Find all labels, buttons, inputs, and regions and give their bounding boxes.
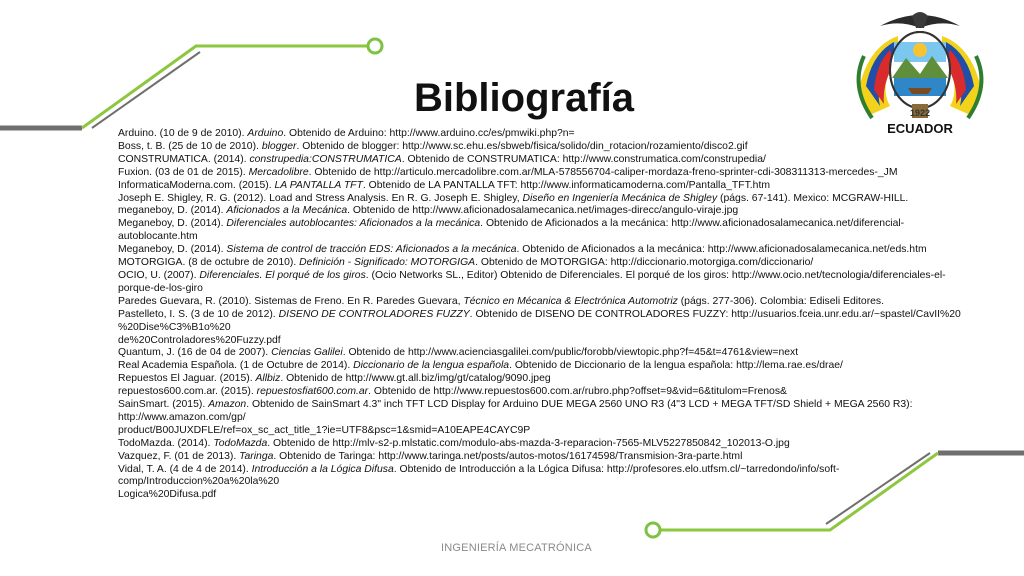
entry-title: Amazon xyxy=(208,399,247,411)
entry-title: Allbiz xyxy=(255,373,281,385)
entry-source: . Obtenido de http://mlv-s2-p.mlstatic.com/modulo-abs-mazda-3-reparacion-7565-MLV5227850842_102013-O.jpg xyxy=(267,437,790,449)
entry-title: Mercadolibre xyxy=(248,166,309,178)
emblem-year: 1922 xyxy=(909,108,931,118)
entry-text: Meganeboy, D. (2014). xyxy=(118,244,227,256)
entry-title: blogger xyxy=(261,140,297,152)
entry-title: Diferenciales. El porqué de los giros xyxy=(199,269,366,281)
entry-text: autoblocante.htm xyxy=(118,231,198,243)
entry-title: Introducción a la Lógica Difusa xyxy=(251,463,394,475)
bibliography-entry xyxy=(118,141,1024,154)
entry-title: repuestosfiat600.com.ar xyxy=(256,386,369,398)
bibliography-entry xyxy=(118,438,1024,451)
bibliography-entry xyxy=(118,180,1024,193)
bibliography-entry xyxy=(118,218,1024,231)
entry-source: . Obtenido de http://www.acienciasgalilei.com/public/forobb/viewtopic.php?f=45&t=4761&view=next xyxy=(342,347,799,359)
entry-title: DISEÑO DE CONTROLADORES FUZZY xyxy=(278,308,470,320)
bibliography-entry xyxy=(118,476,1024,489)
bibliography-entry xyxy=(118,451,1024,464)
bibliography-entry xyxy=(118,283,1024,296)
bibliography-entry xyxy=(118,322,1024,335)
bibliography-entry xyxy=(118,309,1024,322)
entry-title: Diccionario de la lengua española xyxy=(353,360,510,372)
entry-source: . Obtenido de blogger: http://www.sc.ehu.es/sbweb/fisica/solido/din_rotacion/rozamiento/disco2.gif xyxy=(296,140,748,152)
entry-text: porque-de-los-giro xyxy=(118,282,203,294)
bibliography-entry xyxy=(118,335,1024,348)
entry-text: Real Academia Española. (1 de Octubre de 2014). xyxy=(118,360,354,372)
entry-source: . Obtenido de Arduino: http://www.arduino.cc/es/pmwiki.php?n= xyxy=(283,128,575,139)
entry-text: de%20Controladores%20Fuzzy.pdf xyxy=(118,334,281,346)
slide-title: Bibliografía xyxy=(414,76,635,120)
entry-text: SainSmart. (2015). xyxy=(118,399,209,411)
entry-source: . Obtenido de DISEÑO DE CONTROLADORES FUZZY: http://usuarios.fceia.unr.edu.ar/~spastel/CavII%20 xyxy=(469,308,961,320)
entry-text: Logica%20Difusa.pdf xyxy=(118,489,217,501)
bibliography-entry xyxy=(118,296,1024,309)
entry-title: Definición - Significado: MOTORGIGA xyxy=(299,257,476,269)
entry-text: %20Dise%C3%B1o%20 xyxy=(118,321,231,333)
bibliography-entry xyxy=(118,412,1024,425)
frame-top-left xyxy=(0,39,382,128)
entry-title: LA PANTALLA TFT xyxy=(274,179,363,191)
entry-source: . Obtenido de http://www.aficionadosalamecanica.net/images-direcc/angulo-viraje.jpg xyxy=(347,205,739,217)
entry-source: . (Ocio Networks SL., Editor) Obtenido de Diferenciales. El porqué de los giros: http://www.ocio.net/tecnologia/diferenciales-el- xyxy=(365,269,946,281)
entry-source: . Obtenido de SainSmart 4.3" inch TFT LCD Display for Arduino DUE MEGA 2560 UNO R3 (4"3 LCD + MEGA TFT/SD Shield + MEGA 2560 R3): xyxy=(246,399,913,411)
bibliography-entry xyxy=(118,154,1024,167)
entry-source: . Obtenido de http://articulo.mercadolibre.com.ar/MLA-578556704-caliper-mordaza-freno-sprinter-cdi-308311313-mercedes-_JM xyxy=(308,166,898,178)
bibliography-list xyxy=(118,128,1024,502)
entry-source: . Obtenido de http://www.repuestos600.com.ar/rubro.php?offset=9&vid=6&titulom=Frenos& xyxy=(368,386,787,398)
entry-text: Vidal, T. A. (4 de 4 de 2014). xyxy=(118,463,252,475)
entry-text: Fuxion. (03 de 01 de 2015). xyxy=(118,166,249,178)
ecuador-coat-of-arms xyxy=(820,6,1020,138)
entry-source: . Obtenido de Introducción a la Lógica Difusa: http://profesores.elo.utfsm.cl/~tarredondo/info/soft- xyxy=(393,463,840,475)
bibliography-entry xyxy=(118,386,1024,399)
frame-node-circle xyxy=(368,39,382,53)
entry-source: . Obtenido de Aficionados a la mecánica: http://www.aficionadosalamecanica.net/diferencial- xyxy=(480,218,905,230)
entry-text: meganeboy, D. (2014). xyxy=(118,205,227,217)
entry-text: Repuestos El Jaguar. (2015). xyxy=(118,373,256,385)
entry-text: Vazquez, F. (01 de 2013). xyxy=(118,450,240,462)
entry-text: MOTORGIGA. (8 de octubre de 2010). xyxy=(118,257,300,269)
entry-text: CONSTRUMATICA. (2014). xyxy=(118,153,250,165)
bibliography-entry xyxy=(118,360,1024,373)
bibliography-entry xyxy=(118,193,1024,206)
entry-text: Quantum, J. (16 de 04 de 2007). xyxy=(118,347,272,359)
bibliography-entry xyxy=(118,399,1024,412)
entry-source: . Obtenido de Taringa: http://www.taringa.net/posts/autos-motos/16174598/Transmision-3ra-parte.html xyxy=(273,450,743,462)
bibliography-entry xyxy=(118,489,1024,502)
entry-text: Pastelleto, I. S. (3 de 10 de 2012). xyxy=(118,308,279,320)
bibliography-entry xyxy=(118,464,1024,477)
entry-text: Joseph E. Shigley, R. G. (2012). Load and Stress Analysis. En R. G. Joseph E. Shigley, xyxy=(118,192,523,204)
entry-title: Ciencias Galilei xyxy=(271,347,343,359)
entry-source: (págs. 67-141). Mexico: MCGRAW-HILL. xyxy=(717,192,909,204)
entry-source: . Obtenido de http://www.gt.all.biz/img/gt/catalog/9090.jpeg xyxy=(280,373,551,385)
entry-text: http://www.amazon.com/gp/ xyxy=(118,411,246,423)
entry-source: . Obtenido de MOTORGIGA: http://diccionario.motorgiga.com/diccionario/ xyxy=(475,257,814,269)
entry-text: TodoMazda. (2014). xyxy=(118,437,214,449)
entry-text: repuestos600.com.ar. (2015). xyxy=(118,386,257,398)
entry-text: product/B00JUXDFLE/ref=ox_sc_act_title_1?ie=UTF8&psc=1&smid=A10EAPE4CAYC9P xyxy=(118,424,531,436)
entry-text: OCIO, U. (2007). xyxy=(118,269,200,281)
entry-source: . Obtenido de LA PANTALLA TFT: http://www.informaticamoderna.com/Pantalla_TFT.htm xyxy=(362,179,771,191)
entry-text: Boss, t. B. (25 de 10 de 2010). xyxy=(118,140,262,152)
condor-icon xyxy=(880,12,960,28)
entry-source: . Obtenido de Aficionados a la mecánica: http://www.aficionadosalamecanica.net/eds.htm xyxy=(516,244,927,256)
entry-text: Arduino. (10 de 9 de 2010). xyxy=(118,128,248,139)
bibliography-entry xyxy=(118,425,1024,438)
entry-source: . Obtenido de Diccionario de la lengua española: http://lema.rae.es/drae/ xyxy=(509,360,843,372)
entry-text: Meganeboy, D. (2014). xyxy=(118,218,227,230)
entry-text: InformaticaModerna.com. (2015). xyxy=(118,179,275,191)
bibliography-entry xyxy=(118,244,1024,257)
entry-title: Arduino xyxy=(247,128,284,139)
entry-text: comp/Introduccion%20a%20la%20 xyxy=(118,476,280,488)
frame-node-circle xyxy=(646,523,660,537)
entry-title: Técnico en Mécanica & Electrónica Automotriz xyxy=(463,295,678,307)
entry-text: Paredes Guevara, R. (2010). Sistemas de Freno. En R. Paredes Guevara, xyxy=(118,295,464,307)
entry-title: Diferenciales autoblocantes: Aficionados a la mecánica xyxy=(226,218,481,230)
bibliography-entry xyxy=(118,373,1024,386)
slide-footer: INGENIERÍA MECATRÓNICA xyxy=(441,542,592,554)
entry-title: Diseño en Ingeniería Mecánica de Shigley xyxy=(522,192,718,204)
bibliography-entry xyxy=(118,128,1024,141)
bibliography-entry xyxy=(118,257,1024,270)
emblem-country: ECUADOR xyxy=(887,121,953,136)
shield-icon xyxy=(890,32,950,108)
entry-title: TodoMazda xyxy=(213,437,268,449)
entry-title: construpedia:CONSTRUMATICA xyxy=(249,153,402,165)
entry-title: Aficionados a la Mecánica xyxy=(226,205,348,217)
entry-source: . Obtenido de CONSTRUMATICA: http://www.construmatica.com/construpedia/ xyxy=(401,153,766,165)
bibliography-entry xyxy=(118,205,1024,218)
bibliography-entry xyxy=(118,270,1024,283)
entry-title: Taringa xyxy=(239,450,274,462)
bibliography-entry xyxy=(118,347,1024,360)
entry-source: (págs. 277-306). Colombia: Ediseli Editores. xyxy=(677,295,885,307)
bibliography-entry xyxy=(118,167,1024,180)
bibliography-entry xyxy=(118,231,1024,244)
entry-title: Sistema de control de tracción EDS: Aficionados a la mecánica xyxy=(226,244,517,256)
